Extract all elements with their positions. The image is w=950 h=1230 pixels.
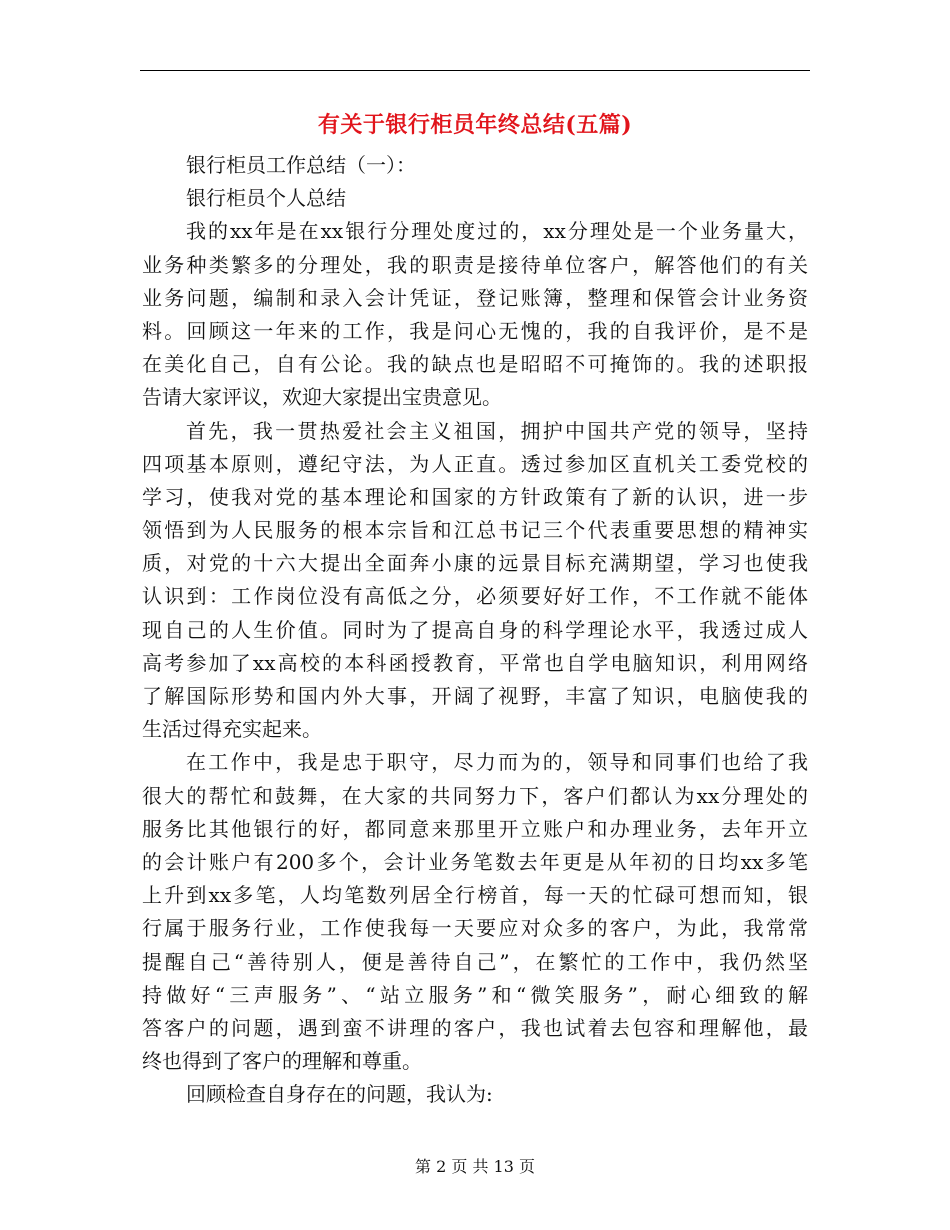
header-rule (140, 70, 810, 71)
paragraph-line: 终也得到了客户的理解和尊重。 (142, 1049, 422, 1074)
paragraph-3 (142, 746, 808, 1078)
paragraph-line: 生活过得充实起来。 (142, 717, 322, 742)
paragraph-line: 我的xx年是在xx银行分理处度过的，xx分理处是一个业务量大， (186, 219, 808, 244)
paragraph-line: 首先，我一贯热爱社会主义祖国，拥护中国共产党的领导，坚持 (186, 418, 808, 443)
paragraph-line: 提醒自己“善待别人，便是善待自己”，在繁忙的工作中，我仍然坚 (142, 949, 808, 974)
paragraph-line: 四项基本原则，遵纪守法，为人正直。透过参加区直机关工委党校的 (142, 451, 808, 476)
paragraph-line: 很大的帮忙和鼓舞，在大家的共同努力下，客户们都认为xx分理处的 (142, 783, 808, 808)
paragraph-line: 在工作中，我是忠于职守，尽力而为的，领导和同事们也给了我 (186, 750, 808, 775)
page-number-footer: 第 2 页 共 13 页 (415, 1157, 535, 1176)
paragraph-line: 业务问题，编制和录入会计凭证，登记账簿，整理和保管会计业务资 (142, 285, 808, 310)
document-body (142, 149, 808, 1111)
document-title: 有关于银行柜员年终总结(五篇) (317, 112, 633, 138)
paragraph-line: 领悟到为人民服务的根本宗旨和江总书记三个代表重要思想的精神实 (142, 518, 808, 543)
paragraph-line: 在美化自己，自有公论。我的缺点也是昭昭不可掩饰的。我的述职报 (142, 352, 808, 377)
paragraph-line: 行属于服务行业，工作使我每一天要应对众多的客户，为此，我常常 (142, 916, 808, 941)
paragraph-line: 高考参加了xx高校的本科函授教育，平常也自学电脑知识，利用网络 (142, 650, 808, 675)
paragraph-line: 持做好“三声服务”、“站立服务”和“微笑服务”，耐心细致的解 (142, 982, 808, 1007)
section-subheading: 银行柜员个人总结 (186, 186, 346, 211)
paragraph-line: 的会计账户有200多个，会计业务笔数去年更是从年初的日均xx多笔 (142, 849, 808, 874)
paragraph-line: 质，对党的十六大提出全面奔小康的远景目标充满期望，学习也使我 (142, 551, 808, 576)
paragraph-1 (142, 215, 808, 414)
paragraph-line: 料。回顾这一年来的工作，我是问心无愧的，我的自我评价，是不是 (142, 318, 808, 343)
paragraph-line: 告请大家评议，欢迎大家提出宝贵意见。 (142, 385, 502, 410)
paragraph-4: 回顾检查自身存在的问题，我认为: (186, 1082, 493, 1107)
paragraph-line: 了解国际形势和国内外大事，开阔了视野，丰富了知识，电脑使我的 (142, 684, 808, 708)
paragraph-line: 认识到：工作岗位没有高低之分，必须要好好工作，不工作就不能体 (142, 584, 808, 609)
paragraph-line: 上升到xx多笔，人均笔数列居全行榜首，每一天的忙碌可想而知，银 (142, 883, 808, 908)
paragraph-line: 学习，使我对党的基本理论和国家的方针政策有了新的认识，进一步 (142, 484, 808, 509)
paragraph-line: 服务比其他银行的好，都同意来那里开立账户和办理业务，去年开立 (142, 816, 808, 841)
section-heading: 银行柜员工作总结（一）： (186, 153, 416, 177)
paragraph-line: 业务种类繁多的分理处，我的职责是接待单位客户，解答他们的有关 (142, 252, 808, 277)
paragraph-line: 答客户的问题，遇到蛮不讲理的客户，我也试着去包容和理解他，最 (142, 1015, 808, 1040)
paragraph-line: 现自己的人生价值。同时为了提高自身的科学理论水平，我透过成人 (142, 617, 808, 642)
paragraph-2 (142, 415, 808, 747)
